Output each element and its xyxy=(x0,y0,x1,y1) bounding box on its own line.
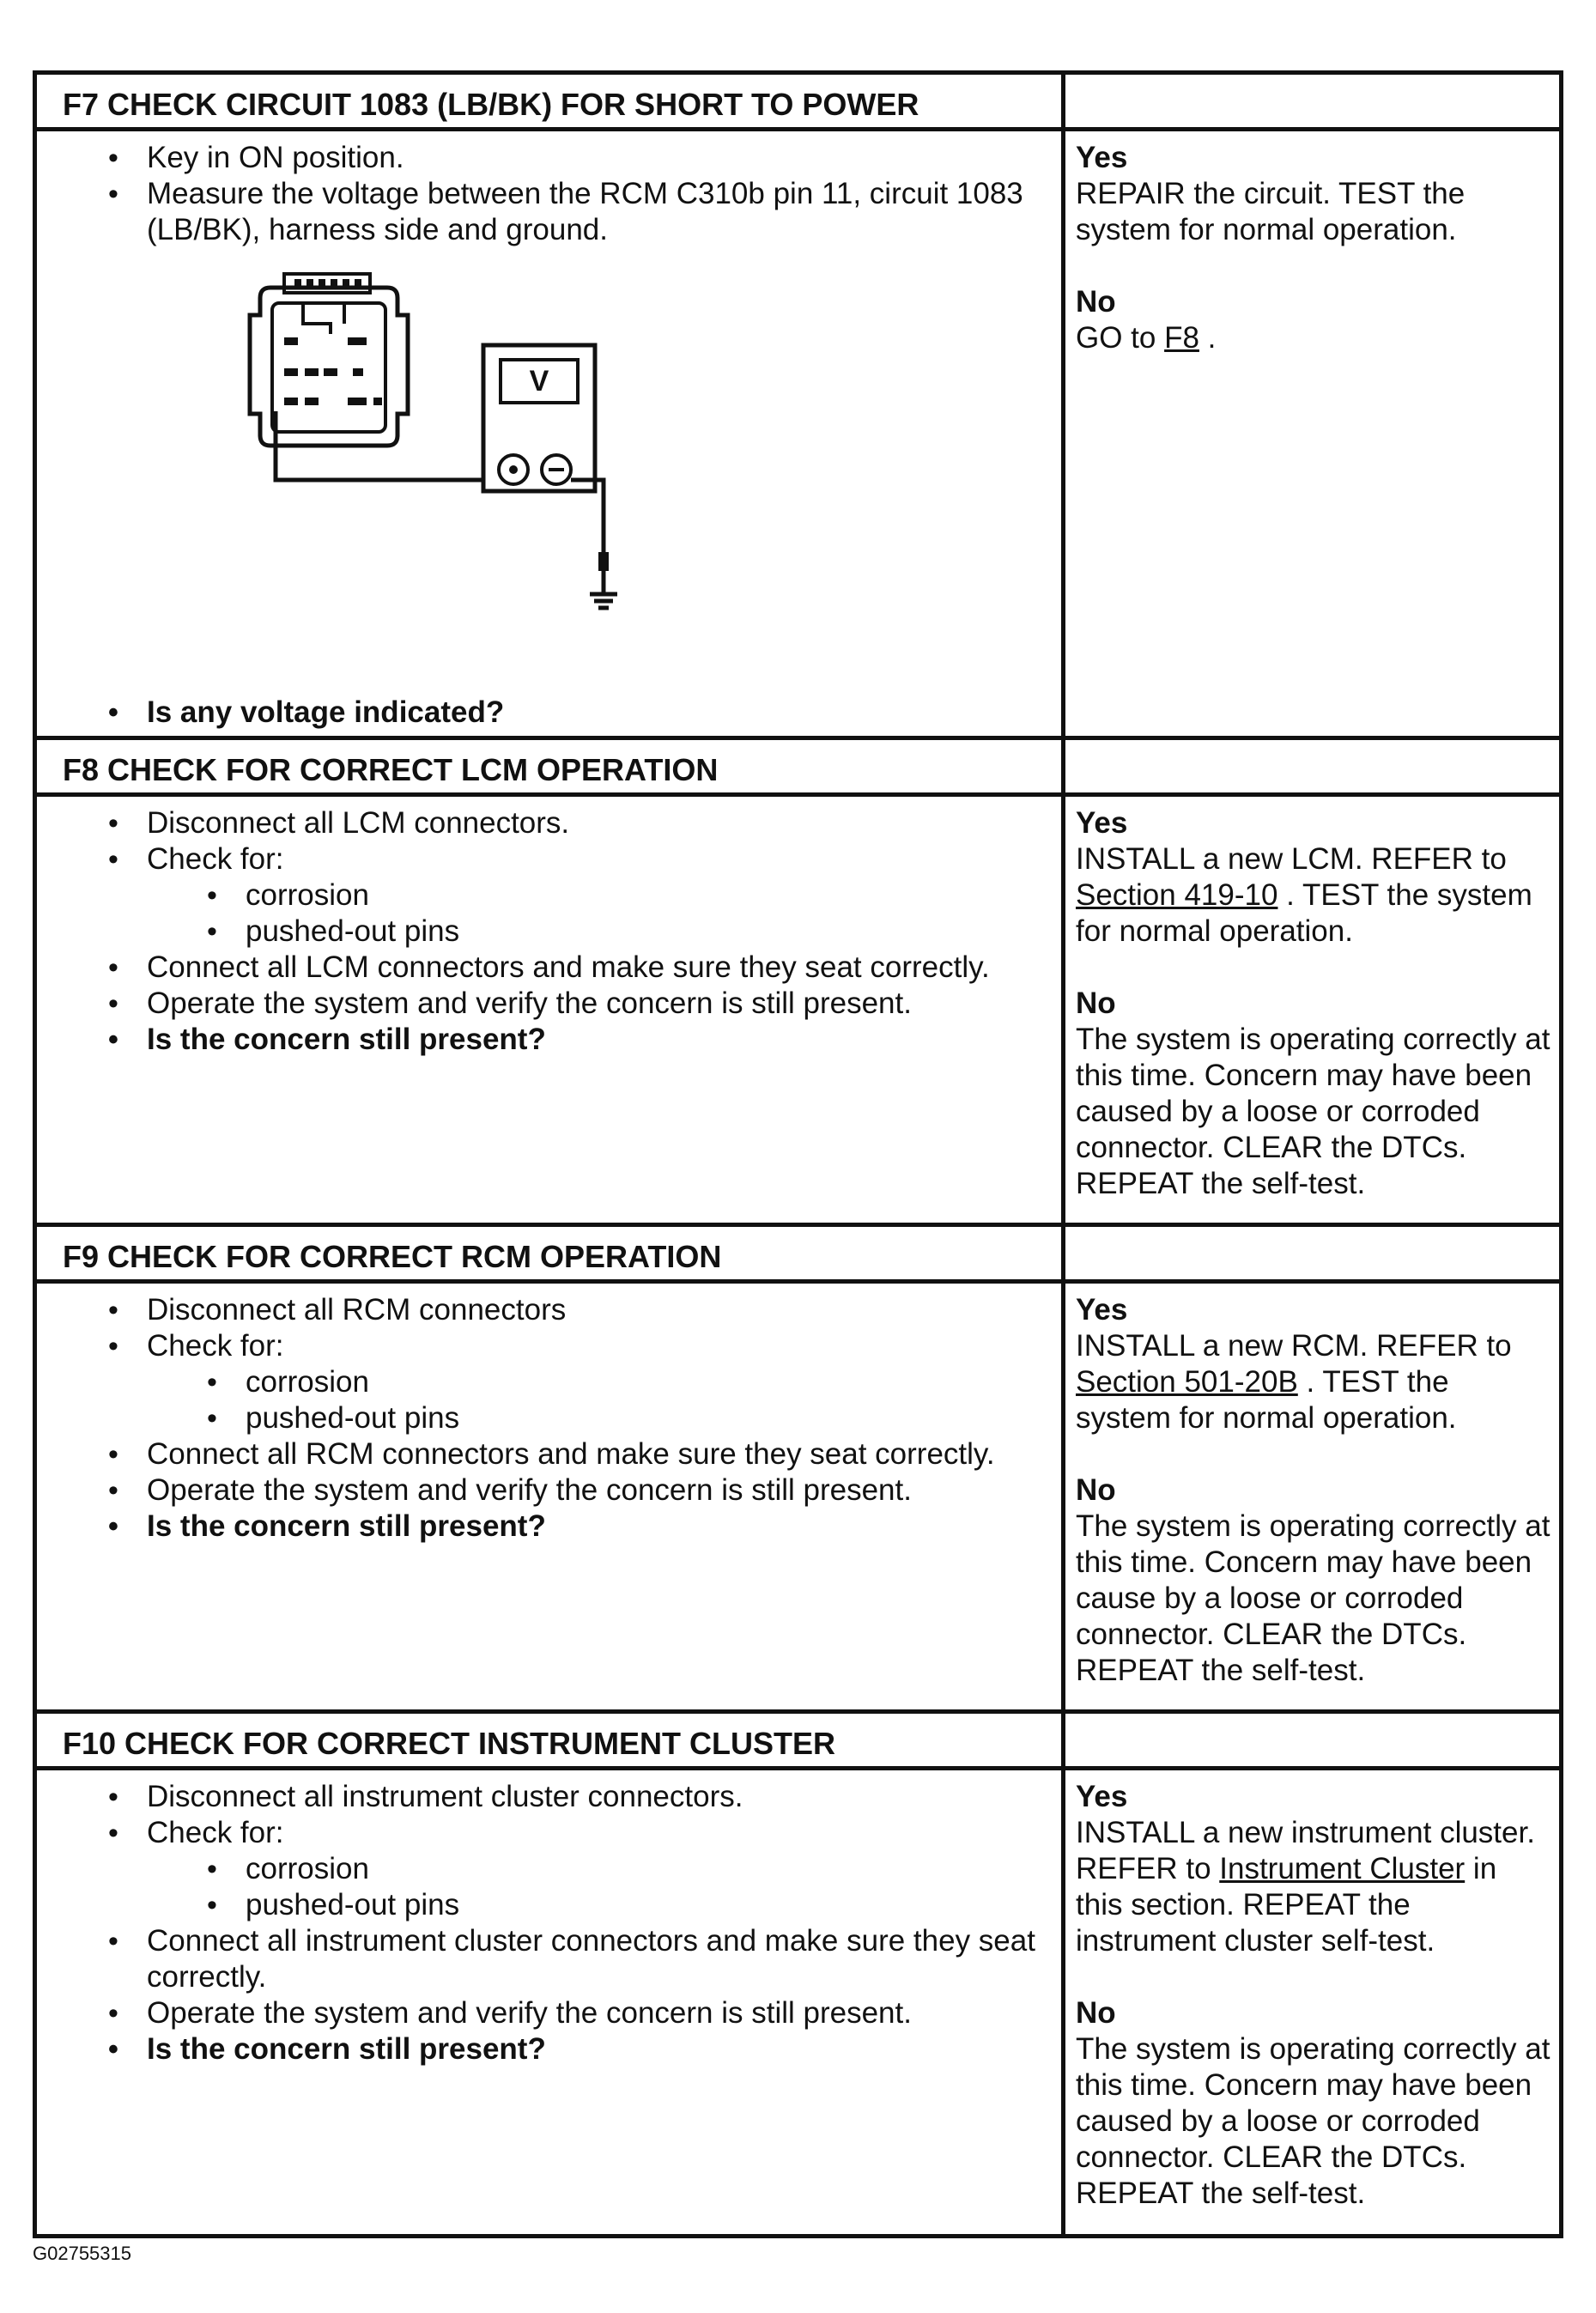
step-f7-result-header xyxy=(1065,75,1559,131)
voltmeter-icon xyxy=(483,345,595,491)
step-f8-yes-text xyxy=(1076,841,1550,950)
step-f9-bullet-4: • Operate the system and verify the concern is still present. xyxy=(37,1472,1061,1509)
step-f8-title: F8 CHECK FOR CORRECT LCM OPERATION xyxy=(37,740,1061,797)
step-f9-yes-suffix: . TEST the system for normal operation. xyxy=(1076,1365,1457,1435)
step-f8-sub-2: • pushed-out pins xyxy=(37,914,1061,950)
step-f10-yes-suffix: in this section. REPEAT the instrument cluster self-test. xyxy=(1076,1852,1497,1958)
step-f8-yes-suffix: . TEST the system for normal operation. xyxy=(1076,878,1532,948)
step-f8-sub-1: • corrosion xyxy=(37,877,1061,914)
step-f9-no-label: No xyxy=(1076,1473,1116,1507)
step-f7-title: F7 CHECK CIRCUIT 1083 (LB/BK) FOR SHORT TO POWER xyxy=(37,75,1061,131)
connector-pins-icon xyxy=(284,279,382,405)
step-f7-yes-label: Yes xyxy=(1076,141,1128,174)
step-f8-yes-label: Yes xyxy=(1076,806,1128,840)
step-f10-bullet-3: • Connect all instrument cluster connectors and make sure they seat correctly. xyxy=(37,1923,1061,1995)
step-f10-sub-2: • pushed-out pins xyxy=(37,1887,1061,1923)
step-f10-result xyxy=(1065,1714,1559,2234)
step-f10-bullet-2: • Check for: xyxy=(37,1815,1061,1851)
step-f9-action xyxy=(37,1227,1065,1709)
step-f9-bullet-1: • Disconnect all RCM connectors xyxy=(37,1292,1061,1328)
step-f8-bullet-2: • Check for: xyxy=(37,841,1061,877)
connector-voltmeter-illustration xyxy=(234,264,715,624)
step-f9-yes-label: Yes xyxy=(1076,1293,1128,1326)
step-f7-question: • Is any voltage indicated? xyxy=(37,695,1061,731)
step-f7 xyxy=(37,70,1559,736)
step-f9-title: F9 CHECK FOR CORRECT RCM OPERATION xyxy=(37,1227,1061,1284)
step-f8-action xyxy=(37,740,1065,1223)
step-f9-sub-2: • pushed-out pins xyxy=(37,1400,1061,1436)
step-f9-bullet-3: • Connect all RCM connectors and make sure they seat correctly. xyxy=(37,1436,1061,1472)
ground-icon xyxy=(590,571,617,608)
step-f9-yes-prefix: INSTALL a new RCM. REFER to xyxy=(1076,1329,1512,1363)
step-f10-result-header xyxy=(1065,1714,1559,1770)
link-f8[interactable]: F8 xyxy=(1164,321,1199,355)
diagnostic-table xyxy=(33,70,1563,2238)
step-f10-bullet-4: • Operate the system and verify the concern is still present. xyxy=(37,1995,1061,2031)
step-f9-no-text: The system is operating correctly at this time. Concern may have been cause by a loose or corroded connector. CLEAR the DTCs. REPEAT the self-test. xyxy=(1076,1509,1550,1687)
link-section-419-10[interactable]: Section 419-10 xyxy=(1076,878,1278,912)
step-f7-no-text xyxy=(1076,320,1550,356)
step-f10-no-text: The system is operating correctly at this time. Concern may have been caused by a loose or corroded connector. CLEAR the DTCs. REPEAT the self-test. xyxy=(1076,2032,1550,2210)
step-f7-yes-text: REPAIR the circuit. TEST the system for normal operation. xyxy=(1076,177,1466,246)
step-f8-result-header xyxy=(1065,740,1559,797)
step-f8-bullet-1: • Disconnect all LCM connectors. xyxy=(37,805,1061,841)
step-f8-result xyxy=(1065,740,1559,1223)
step-f8-question: • Is the concern still present? xyxy=(37,1022,1061,1058)
step-f10-bullet-1: • Disconnect all instrument cluster connectors. xyxy=(37,1779,1061,1815)
step-f8-yes-prefix: INSTALL a new LCM. REFER to xyxy=(1076,842,1507,876)
step-f10-yes-label: Yes xyxy=(1076,1780,1128,1813)
step-f10-title: F10 CHECK FOR CORRECT INSTRUMENT CLUSTER xyxy=(37,1714,1061,1770)
step-f10-yes-prefix: INSTALL a new instrument cluster. REFER to xyxy=(1076,1816,1535,1885)
step-f8-bullet-4: • Operate the system and verify the concern is still present. xyxy=(37,986,1061,1022)
step-f7-bullet-2: • Measure the voltage between the RCM C310b pin 11, circuit 1083 (LB/BK), harness side and ground. xyxy=(37,176,1061,248)
step-f8 xyxy=(37,736,1559,1223)
voltmeter-symbol: V xyxy=(529,365,549,398)
voltmeter-diagram xyxy=(37,248,1061,695)
step-f10-sub-1: • corrosion xyxy=(37,1851,1061,1887)
step-f9-result xyxy=(1065,1227,1559,1709)
step-f10-no-label: No xyxy=(1076,1996,1116,2030)
step-f10-question: • Is the concern still present? xyxy=(37,2031,1061,2067)
step-f9 xyxy=(37,1223,1559,1709)
step-f10-action xyxy=(37,1714,1065,2234)
step-f9-bullet-2: • Check for: xyxy=(37,1328,1061,1364)
link-instrument-cluster[interactable]: Instrument Cluster xyxy=(1219,1852,1466,1885)
step-f10 xyxy=(37,1709,1559,2234)
step-f7-no-prefix: GO to xyxy=(1076,321,1165,355)
step-f9-result-header xyxy=(1065,1227,1559,1284)
step-f9-sub-1: • corrosion xyxy=(37,1364,1061,1400)
step-f7-no-label: No xyxy=(1076,285,1116,319)
step-f7-bullet-1: • Key in ON position. xyxy=(37,140,1061,176)
step-f7-action xyxy=(37,75,1065,736)
step-f8-no-text: The system is operating correctly at this time. Concern may have been caused by a loose or corroded connector. CLEAR the DTCs. REPEAT the self-test. xyxy=(1076,1023,1550,1200)
figure-id: G02755315 xyxy=(33,2243,131,2264)
link-section-501-20b[interactable]: Section 501-20B xyxy=(1076,1365,1298,1399)
step-f7-no-suffix: . xyxy=(1199,321,1217,355)
step-f9-question: • Is the concern still present? xyxy=(37,1509,1061,1545)
step-f7-result xyxy=(1065,75,1559,736)
step-f8-no-label: No xyxy=(1076,987,1116,1020)
step-f9-yes-text xyxy=(1076,1328,1550,1436)
step-f8-bullet-3: • Connect all LCM connectors and make sure they seat correctly. xyxy=(37,950,1061,986)
step-f10-yes-text xyxy=(1076,1815,1550,1959)
